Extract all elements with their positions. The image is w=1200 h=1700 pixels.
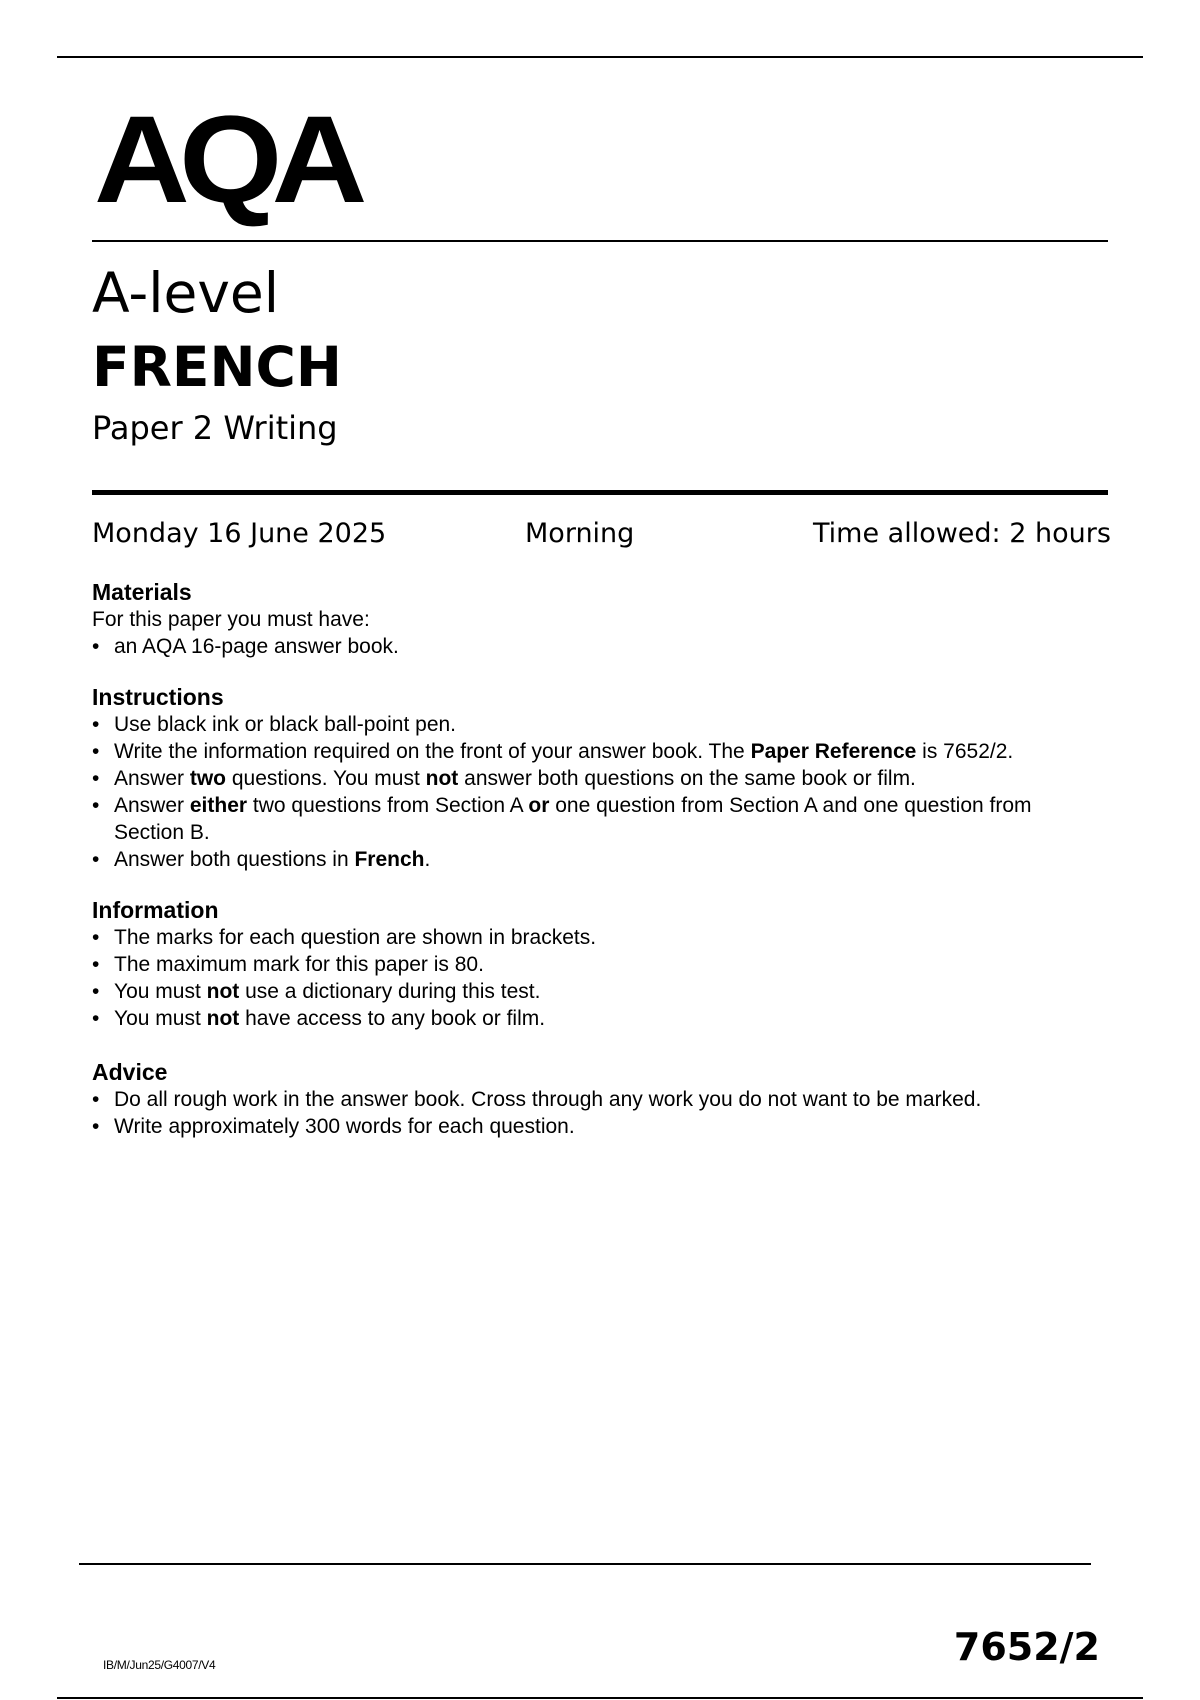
footer-divider (79, 1563, 1091, 1565)
list-item: • Write the information required on the front of your answer book. The Paper Reference is 7652/2. (92, 738, 1092, 765)
advice-heading: Advice (92, 1059, 168, 1085)
emphasis-text: not (206, 1007, 240, 1030)
list-item: • The maximum mark for this paper is 80. (92, 951, 1092, 978)
subject-title: FRENCH (92, 335, 342, 399)
information-list (92, 924, 1092, 1032)
emphasis-text: not (206, 980, 240, 1003)
materials-intro: For this paper you must have: (92, 608, 370, 631)
list-item: • an AQA 16-page answer book. (92, 633, 1092, 660)
emphasis-text: or (528, 794, 550, 817)
list-item: • You must not use a dictionary during this test. (92, 978, 1092, 1005)
bottom-rule (57, 1697, 1143, 1699)
materials-heading: Materials (92, 579, 192, 605)
advice-section (92, 1058, 1092, 1140)
list-item: • You must not have access to any book or film. (92, 1005, 1092, 1032)
exam-date: Monday 16 June 2025 (92, 518, 387, 549)
logo-divider (92, 240, 1108, 242)
aqa-logo: AQA (94, 91, 357, 229)
list-item: • Write approximately 300 words for each question. (92, 1113, 1092, 1140)
emphasis-text: either (189, 794, 248, 817)
list-item: • Answer two questions. You must not answer both questions on the same book or film. (92, 765, 1092, 792)
list-item: • Answer both questions in French. (92, 846, 1092, 873)
information-section (92, 896, 1092, 1032)
emphasis-text: two (189, 767, 227, 790)
emphasis-text: not (425, 767, 459, 790)
list-item: • Use black ink or black ball-point pen. (92, 711, 1092, 738)
materials-list (92, 633, 1092, 660)
document-reference: IB/M/Jun25/G4007/V4 (103, 1658, 216, 1672)
information-heading: Information (92, 897, 219, 923)
emphasis-text: Paper Reference (750, 740, 917, 763)
instructions-list (92, 711, 1092, 873)
title-divider (92, 490, 1108, 495)
paper-code: 7652/2 (953, 1625, 1100, 1669)
emphasis-text: French (354, 848, 425, 871)
list-item: • Answer either two questions from Section A or one question from Section A and one question from Section B. (92, 792, 1092, 846)
top-rule (57, 56, 1143, 58)
instructions-heading: Instructions (92, 684, 224, 710)
list-item: • Do all rough work in the answer book. Cross through any work you do not want to be marked. (92, 1086, 1092, 1113)
instructions-section (92, 683, 1092, 873)
exam-session: Morning (525, 518, 635, 549)
list-item: • The marks for each question are shown in brackets. (92, 924, 1092, 951)
advice-list (92, 1086, 1092, 1140)
qualification-title: A-level (92, 261, 280, 325)
paper-title: Paper 2 Writing (92, 409, 338, 447)
materials-section (92, 578, 1092, 660)
time-allowed: Time allowed: 2 hours (813, 518, 1111, 549)
